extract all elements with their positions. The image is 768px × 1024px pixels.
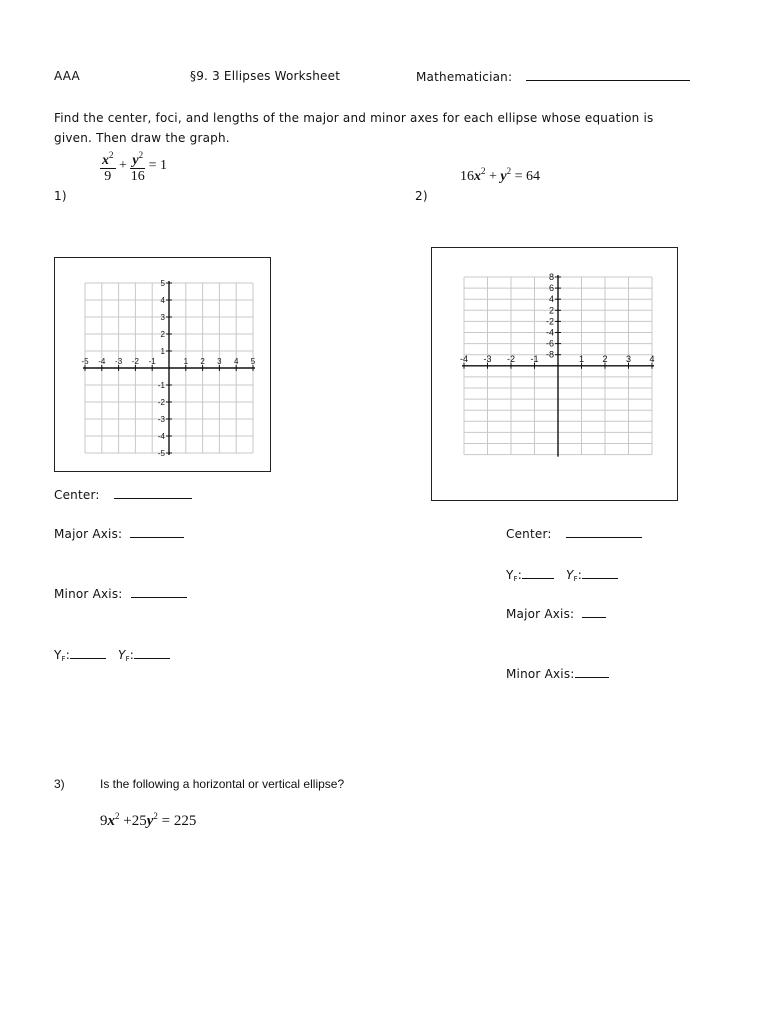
graph2-grid[interactable] xyxy=(432,248,677,500)
x-denominator: 9 xyxy=(104,169,112,184)
foci1-label: Y xyxy=(506,568,514,582)
problem1-equation xyxy=(100,148,167,184)
y-tick-label: 4 xyxy=(160,296,165,305)
x-tick-label: -2 xyxy=(506,353,516,364)
x-tick-label: 1 xyxy=(183,357,189,366)
minor-blank[interactable] xyxy=(131,586,187,598)
y-tick-label: 8 xyxy=(548,272,554,282)
foci1-sub: F xyxy=(513,575,518,583)
y-tick-label: -8 xyxy=(545,349,554,360)
center-label: Center: xyxy=(54,488,100,502)
x-tick-label: 4 xyxy=(233,357,239,366)
major-label: Major Axis: xyxy=(54,527,123,541)
p2-foci-field[interactable]: $Y_F$: $Y_F$: xyxy=(506,567,618,583)
y-tick-label: -1 xyxy=(157,381,165,390)
name-field[interactable] xyxy=(416,69,690,84)
foci2-label: Y xyxy=(118,648,126,662)
x-tick-label: 3 xyxy=(625,353,632,364)
x-var: x xyxy=(474,169,481,184)
p2-center-field[interactable] xyxy=(506,526,642,541)
rhs: 64 xyxy=(526,169,541,184)
x-tick-label: -4 xyxy=(98,357,106,366)
y-tick-label: 4 xyxy=(548,294,554,305)
minor-blank[interactable] xyxy=(575,666,609,678)
x-tick-label: 1 xyxy=(578,353,585,364)
minor-label: Minor Axis: xyxy=(506,667,575,681)
foci2-blank[interactable] xyxy=(134,647,170,659)
worksheet-title: §9. 3 Ellipses Worksheet xyxy=(190,69,341,83)
problem1-number: 1) xyxy=(54,189,67,203)
y-exp: 2 xyxy=(506,166,512,176)
p2-major-field[interactable] xyxy=(506,606,606,621)
x-tick-label: -1 xyxy=(530,353,539,364)
class-label: AAA xyxy=(54,69,80,83)
problem2-number: 2) xyxy=(415,189,428,203)
x-tick-label: -3 xyxy=(115,357,123,366)
y-var: y xyxy=(132,153,139,168)
coef1: 9 xyxy=(100,813,108,829)
p1-minor-field[interactable] xyxy=(54,586,187,601)
y-tick-label: -5 xyxy=(157,449,165,458)
y-tick-label: 6 xyxy=(548,283,554,294)
equals-sign: = xyxy=(161,813,171,829)
x-exp: 2 xyxy=(109,150,114,160)
graph1-grid[interactable] xyxy=(55,258,270,471)
y-var: y xyxy=(500,169,507,184)
foci1-blank[interactable] xyxy=(522,567,554,579)
y-exp: 2 xyxy=(138,150,144,160)
x-tick-label: -5 xyxy=(81,357,89,366)
plus-sign: + xyxy=(489,169,497,184)
major-blank[interactable] xyxy=(130,526,184,538)
y-tick-label: -4 xyxy=(545,327,554,338)
foci1-sub: F xyxy=(61,655,66,663)
y-tick-label: -6 xyxy=(545,338,554,349)
plus-sign: + xyxy=(119,158,127,173)
y-tick-label: -2 xyxy=(157,398,165,407)
x-tick-label: 3 xyxy=(217,357,222,366)
plus-sign: + xyxy=(123,813,132,829)
foci2-sub: F xyxy=(573,575,578,583)
p1-foci-field[interactable]: $Y_F$: $Y_F$: xyxy=(54,647,170,663)
y-tick-label: 5 xyxy=(160,279,165,288)
x-fraction xyxy=(100,148,116,184)
center-label: Center: xyxy=(506,527,552,541)
x-tick-label: 5 xyxy=(250,357,256,366)
name-label: Mathematician: xyxy=(416,70,513,84)
equals-sign: = xyxy=(148,158,157,173)
y-tick-label: -4 xyxy=(157,432,165,441)
y-tick-label: -2 xyxy=(545,316,554,327)
x-tick-label: 4 xyxy=(649,353,655,364)
x-tick-label: 2 xyxy=(602,353,608,364)
rhs: 225 xyxy=(173,813,197,829)
x-tick-label: -3 xyxy=(483,353,492,364)
graph2-frame xyxy=(431,247,678,501)
p1-major-field[interactable] xyxy=(54,526,184,541)
problem3-question: Is the following a horizontal or vertical ellipse? xyxy=(100,777,345,791)
rhs: 1 xyxy=(160,158,168,173)
center-blank[interactable] xyxy=(114,487,192,499)
y-denominator: 16 xyxy=(130,169,145,184)
p2-minor-field[interactable] xyxy=(506,666,609,681)
x-var: x xyxy=(107,813,115,829)
x-tick-label: -2 xyxy=(131,357,139,366)
y-exp: 2 xyxy=(153,811,158,821)
foci2-sub: F xyxy=(125,655,130,663)
x-tick-label: -1 xyxy=(148,357,156,366)
foci1-label: Y xyxy=(54,648,62,662)
y-tick-label: 2 xyxy=(548,305,554,316)
major-label: Major Axis: xyxy=(506,607,575,621)
y-fraction xyxy=(130,148,145,184)
y-tick-label: -3 xyxy=(157,415,165,424)
foci2-blank[interactable] xyxy=(582,567,618,579)
y-var: y xyxy=(146,813,154,829)
center-blank[interactable] xyxy=(566,526,642,538)
instructions: Find the center, foci, and lengths of the major and minor axes for each ellipse whose equation is given. Then draw the graph. xyxy=(54,111,654,145)
x-tick-label: 2 xyxy=(200,357,205,366)
foci1-blank[interactable] xyxy=(70,647,106,659)
problem3-number: 3) xyxy=(54,777,65,791)
graph1-frame xyxy=(54,257,271,472)
coef2: 25 xyxy=(131,813,147,829)
name-blank[interactable] xyxy=(526,69,690,81)
y-tick-label: 1 xyxy=(160,347,165,356)
coef: 16 xyxy=(460,169,474,184)
equals-sign: = xyxy=(514,169,523,184)
x-var: x xyxy=(102,153,109,168)
x-exp: 2 xyxy=(481,166,486,176)
problem2-equation xyxy=(460,166,540,185)
foci2-label: Y xyxy=(566,568,574,582)
y-tick-label: 2 xyxy=(160,330,165,339)
y-tick-label: 3 xyxy=(160,313,165,322)
minor-label: Minor Axis: xyxy=(54,587,123,601)
x-exp: 2 xyxy=(115,811,120,821)
major-blank[interactable] xyxy=(582,606,606,618)
x-tick-label: -4 xyxy=(459,353,469,364)
p1-center-field[interactable] xyxy=(54,487,192,502)
problem3-equation xyxy=(100,811,196,830)
